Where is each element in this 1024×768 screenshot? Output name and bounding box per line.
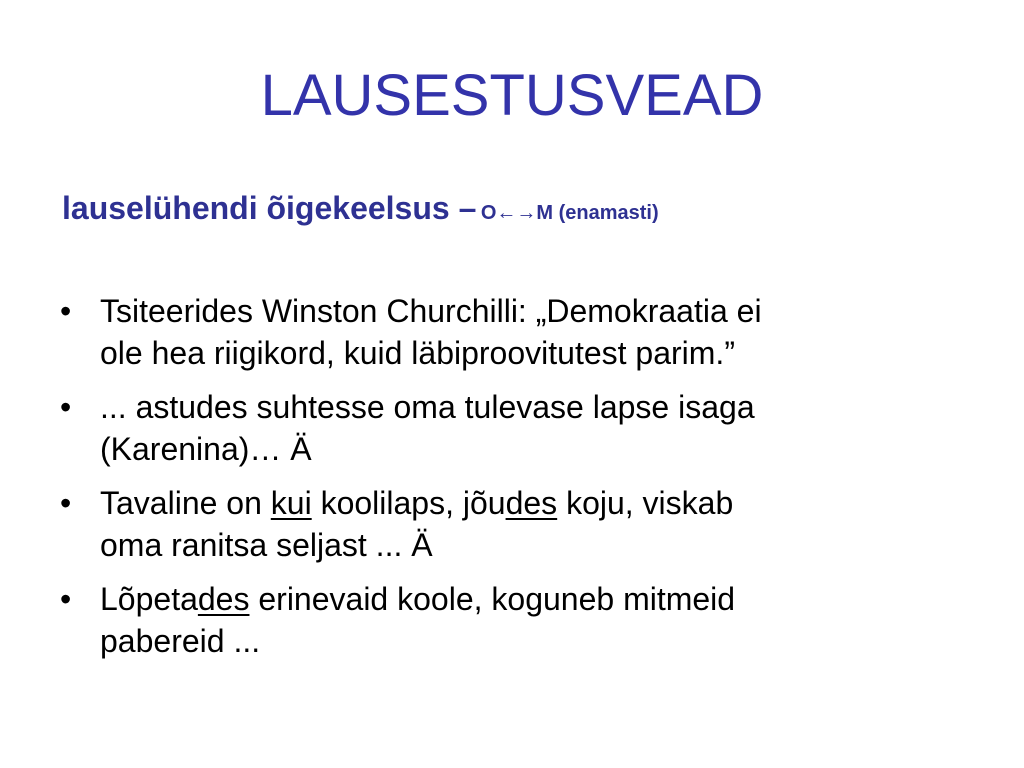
subtitle-main-text: lauselühendi õigekeelsus – — [62, 190, 477, 226]
underlined-word: des — [197, 581, 250, 617]
bullet-item — [60, 290, 960, 374]
bullet-text-line: ole hea riigikord, kuid läbiproovitutest parim.” — [100, 335, 735, 371]
bullet-dot-icon: • — [60, 293, 72, 329]
bullet-text-line: pabereid ... — [100, 623, 261, 659]
bullet-dot-icon: • — [60, 485, 72, 521]
bullet-dot-icon: • — [60, 581, 72, 617]
underlined-word: kui — [270, 485, 312, 521]
bullet-item — [60, 578, 960, 662]
slide-subtitle — [62, 186, 659, 235]
bullet-text-line: Tsiteerides Winston Churchilli: „Demokraatia ei — [100, 293, 762, 329]
bullet-text-segment: Lõpeta — [100, 581, 198, 617]
underlined-word: des — [505, 485, 558, 521]
bullet-text-segment: koju, viskab — [557, 485, 734, 521]
bullet-text-segment: erinevaid koole, koguneb mitmeid — [249, 581, 736, 617]
bullet-item — [60, 386, 960, 470]
bullet-list — [60, 290, 960, 674]
subtitle-note-text: O←→M (enamasti) — [480, 202, 659, 224]
slide-title: LAUSESTUSVEAD — [260, 63, 764, 128]
bullet-dot-icon: • — [60, 389, 72, 425]
bullet-text-segment: koolilaps, jõu — [311, 485, 506, 521]
bullet-text-line: (Karenina)… Ä — [100, 431, 312, 467]
bullet-item — [60, 482, 960, 566]
bullet-text-line: oma ranitsa seljast ... Ä — [100, 527, 433, 563]
bullet-text-line: ... astudes suhtesse oma tulevase lapse isaga — [100, 389, 755, 425]
bullet-text-segment: Tavaline on — [100, 485, 271, 521]
